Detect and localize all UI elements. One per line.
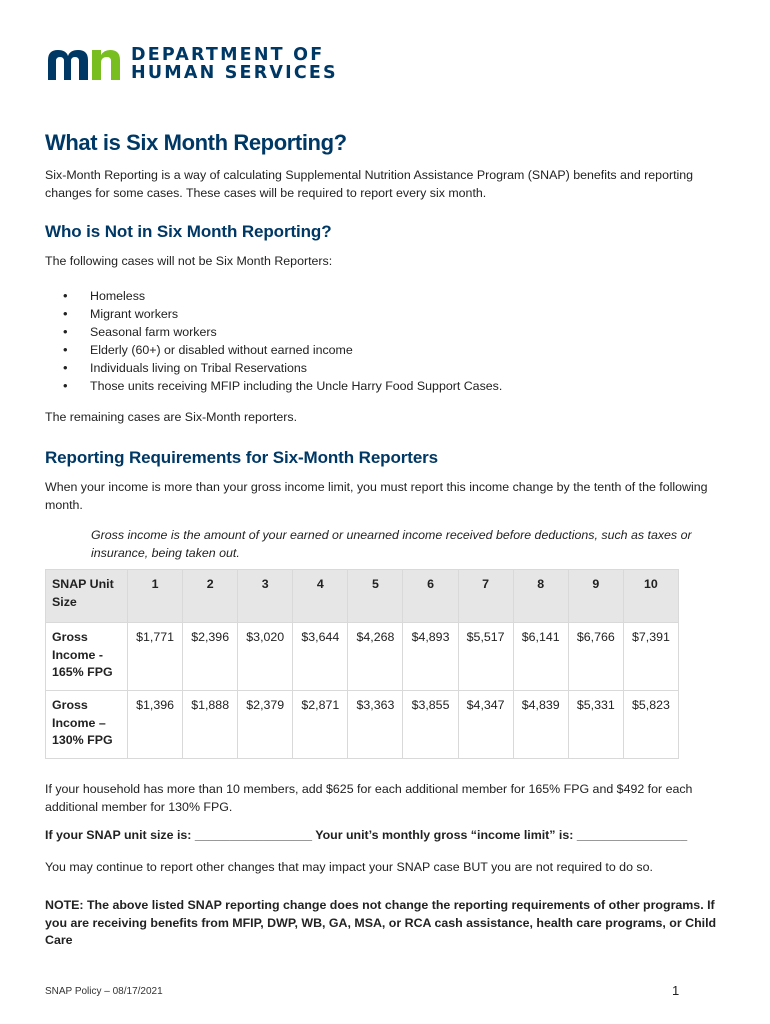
dhs-logo	[46, 46, 338, 82]
row-label: Gross Income - 165% FPG	[46, 623, 128, 691]
table-row	[46, 691, 679, 759]
table-cell: $4,839	[513, 691, 568, 759]
list-item: • Those units receiving MFIP including the Uncle Harry Food Support Cases.	[45, 377, 725, 395]
when-paragraph: When your income is more than your gross income limit, you must report this income change by the tenth of the following month.	[45, 480, 708, 512]
table-header-cell: 10	[623, 570, 678, 623]
row-label: Gross Income – 130% FPG	[46, 691, 128, 759]
continue-paragraph: You may continue to report other changes that may impact your SNAP case BUT you are not required to do so.	[45, 859, 653, 874]
list-item: • Seasonal farm workers	[45, 323, 725, 341]
table-cell: $1,396	[128, 691, 183, 759]
table-header-cell: 1	[128, 570, 183, 623]
requirements-heading: Reporting Requirements for Six-Month Reporters	[45, 448, 439, 467]
table-cell: $4,893	[403, 623, 458, 691]
table-cell: $3,644	[293, 623, 348, 691]
table-cell: $2,871	[293, 691, 348, 759]
table-header-cell: 5	[348, 570, 403, 623]
table-header-label: SNAP Unit Size	[46, 570, 128, 623]
intro-paragraph: Six-Month Reporting is a way of calculating Supplemental Nutrition Assistance Program (SNAP) benefits and reporting changes for some cases. These cases will be required to report every six month.	[45, 168, 694, 200]
table-cell: $2,396	[183, 623, 238, 691]
table-header-cell: 2	[183, 570, 238, 623]
table-cell: $6,141	[513, 623, 568, 691]
additional-members-paragraph: If your household has more than 10 members, add $625 for each additional member for 165% FPG and $492 for each additional member for 130% FPG.	[45, 782, 693, 814]
logo-line-1: DEPARTMENT OF	[131, 45, 325, 65]
table-cell: $5,823	[623, 691, 678, 759]
remaining-paragraph: The remaining cases are Six-Month reporters.	[45, 409, 298, 424]
gross-income-note: Gross income is the amount of your earned or unearned income received before deductions, such as taxes or insurance, being taken out.	[91, 528, 692, 560]
table-cell: $4,347	[458, 691, 513, 759]
note-paragraph: NOTE: The above listed SNAP reporting change does not change the reporting requirements of other programs. If you are receiving benefits from MFIP, DWP, WB, GA, MSA, or RCA cash assistance, health care programs, or Child Care	[45, 898, 717, 947]
table-header-cell: 7	[458, 570, 513, 623]
who-heading: Who is Not in Six Month Reporting?	[45, 222, 332, 241]
table-cell: $3,020	[238, 623, 293, 691]
logo-wordmark	[131, 46, 338, 82]
table-header-cell: 8	[513, 570, 568, 623]
table-header-cell: 6	[403, 570, 458, 623]
fill-in-line: If your SNAP unit size is: _________________ Your unit’s monthly gross “income limit” is: ________________	[45, 828, 688, 842]
table-cell: $5,517	[458, 623, 513, 691]
table-row	[46, 623, 679, 691]
list-item: • Homeless	[45, 287, 725, 305]
footer-policy-date: SNAP Policy – 08/17/2021	[45, 986, 163, 997]
table-cell: $2,379	[238, 691, 293, 759]
following-paragraph: The following cases will not be Six Month Reporters:	[45, 254, 333, 268]
list-item: • Individuals living on Tribal Reservations	[45, 359, 725, 377]
minnesota-logo-icon	[46, 46, 122, 82]
income-limit-table	[45, 569, 679, 759]
table-cell: $6,766	[568, 623, 623, 691]
logo-line-2: HUMAN SERVICES	[131, 63, 338, 83]
page-title: What is Six Month Reporting?	[45, 130, 347, 155]
page-number: 1	[672, 983, 680, 998]
exempt-list	[45, 287, 725, 395]
list-item: • Elderly (60+) or disabled without earned income	[45, 341, 725, 359]
table-cell: $3,363	[348, 691, 403, 759]
table-header-cell: 3	[238, 570, 293, 623]
document-body	[45, 130, 725, 950]
table-cell: $1,771	[128, 623, 183, 691]
table-cell: $7,391	[623, 623, 678, 691]
table-cell: $4,268	[348, 623, 403, 691]
table-cell: $3,855	[403, 691, 458, 759]
table-header-cell: 9	[568, 570, 623, 623]
table-header-row	[46, 570, 679, 623]
list-item: • Migrant workers	[45, 305, 725, 323]
table-cell: $5,331	[568, 691, 623, 759]
table-cell: $1,888	[183, 691, 238, 759]
table-header-cell: 4	[293, 570, 348, 623]
